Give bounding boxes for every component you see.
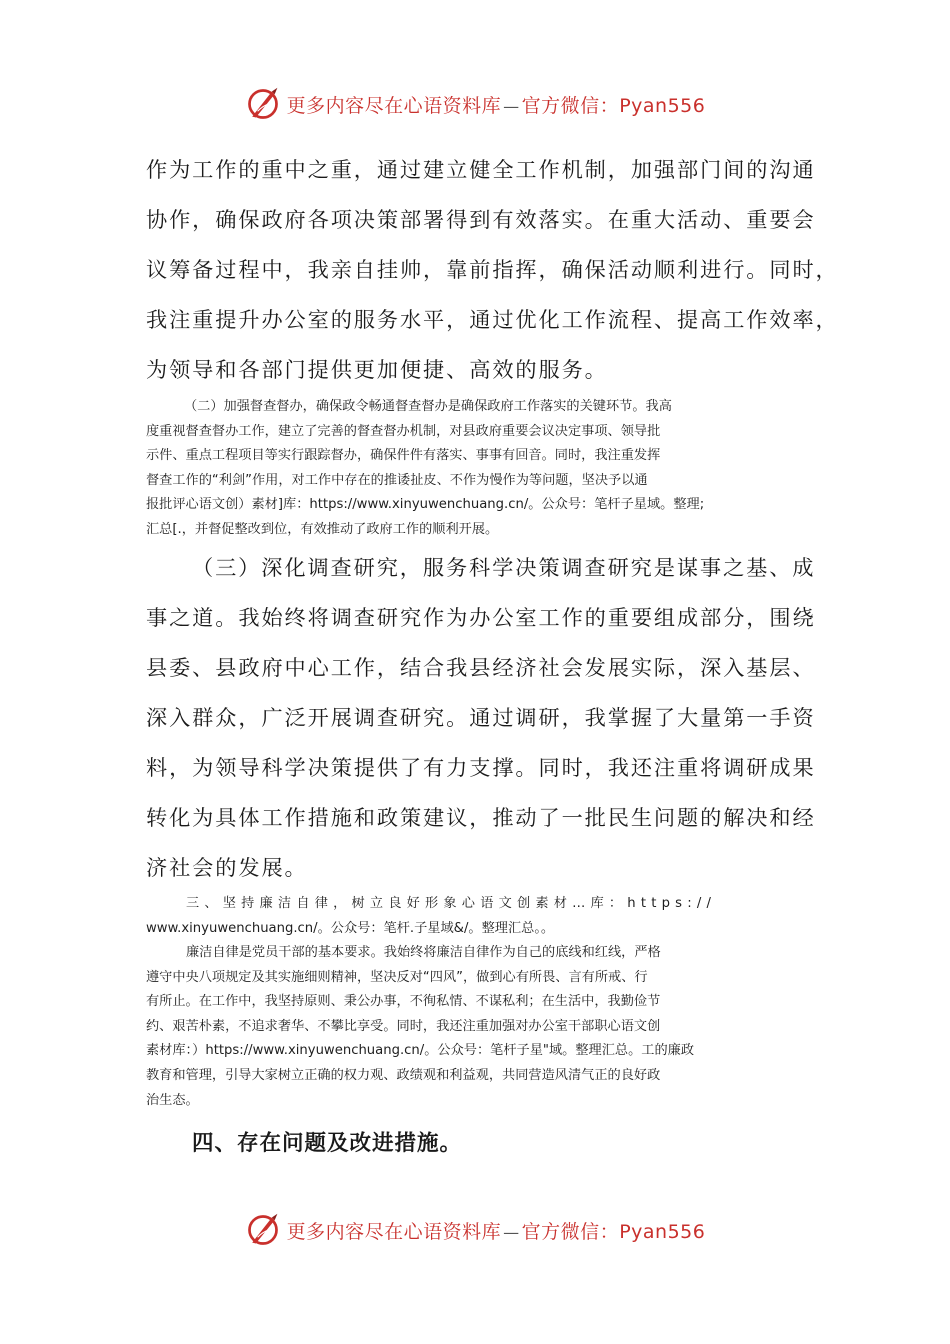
- watermark-wechat-id: Pyan556: [619, 94, 706, 117]
- text-line: 遵守中央八项规定及其实施细则精神，坚决反对“四风”，做到心有所畏、言有所戒、行: [146, 969, 648, 985]
- text-line: 督查工作的“利剑”作用，对工作中存在的推诿扯皮、不作为慢作为等问题，坚决予以通: [146, 472, 648, 488]
- watermark-tail-text: 官方微信：: [521, 1220, 620, 1243]
- watermark-main-text: 更多内容尽在心语资料库: [286, 94, 502, 117]
- text-line: 汇总[.，并督促整改到位，有效推动了政府工作的顺利开展。: [146, 521, 499, 537]
- text-line: 料，为领导科学决策提供了有力支撑。同时，我还注重将调研成果: [146, 755, 816, 780]
- text-line: （三）深化调查研究，服务科学决策调查研究是谋事之基、成: [192, 555, 816, 580]
- section-heading: 四、存在问题及改进措施。: [192, 1131, 463, 1156]
- watermark-wechat-id: Pyan556: [619, 1220, 706, 1243]
- text-line: 济社会的发展。: [146, 855, 308, 880]
- text-line: 事之道。我始终将调查研究作为办公室工作的重要组成部分，围绕: [146, 605, 816, 630]
- text-line: 议筹备过程中，我亲自挂帅，靠前指挥，确保活动顺利进行。同时，: [146, 257, 839, 282]
- quill-logo-icon: [245, 86, 281, 122]
- text-line: 度重视督查督办工作，建立了完善的督查督办机制，对县政府重要会议决定事项、领导批: [146, 423, 661, 439]
- text-line: （二）加强督查督办，确保政令畅通督查督办是确保政府工作落实的关键环节。我高: [184, 399, 672, 414]
- paragraph-work-focus: [146, 145, 839, 395]
- quill-logo-icon: [245, 1212, 281, 1248]
- text-line: 有所止。在工作中，我坚持原则、秉公办事，不徇私情、不谋私利；在生活中，我勤俭节: [146, 994, 661, 1010]
- watermark-dash: —: [503, 1222, 520, 1242]
- text-line: 转化为具体工作措施和政策建议，推动了一批民生问题的解决和经: [146, 805, 816, 830]
- text-line: 教育和管理，引导大家树立正确的权力观、政绩观和利益观，共同营造风清气正的良好政: [146, 1067, 661, 1083]
- watermark-main-text: 更多内容尽在心语资料库: [286, 1220, 502, 1243]
- text-line: 县委、县政府中心工作，结合我县经济社会发展实际，深入基层、: [146, 655, 816, 680]
- text-line: 素材库：）https://www.xinyuwenchuang.cn/。公众号：笔杆子星"域。整理汇总。工的廉政: [146, 1043, 695, 1059]
- section-integrity-title: [146, 892, 810, 941]
- text-line: 作为工作的重中之重，通过建立健全工作机制，加强部门间的沟通: [146, 157, 816, 182]
- text-line: 示件、重点工程项目等实行跟踪督办，确保件件有落实、事事有回音。同时，我注重发挥: [146, 448, 661, 464]
- text-line: 报批评心语文创）素材]库：https://www.xinyuwenchuang.cn/。公众号：笔杆子星域。整理;: [146, 497, 705, 513]
- text-line: 深入群众，广泛开展调查研究。通过调研，我掌握了大量第一手资: [146, 705, 816, 730]
- text-line: 廉洁自律是党员干部的基本要求。我始终将廉洁自律作为自己的底线和红线，严格: [186, 945, 661, 960]
- paragraph-supervision: [146, 395, 810, 543]
- text-line: www.xinyuwenchuang.cn/。公众号：笔杆.子星域&/。整理汇总。。: [146, 920, 555, 936]
- watermark-footer: [0, 1208, 950, 1252]
- text-line: 治生态。: [146, 1092, 199, 1108]
- section-heading-problems: [146, 1126, 810, 1157]
- text-line: 协作，确保政府各项决策部署得到有效落实。在重大活动、重要会: [146, 207, 816, 232]
- watermark-tail-text: 官方微信：: [521, 94, 620, 117]
- text-line: 约、艰苦朴素，不追求奢华、不攀比享受。同时，我还注重加强对办公室干部职心语文创: [146, 1018, 661, 1034]
- watermark-dash: —: [503, 96, 520, 116]
- watermark-header: [0, 82, 950, 126]
- paragraph-research: [146, 543, 816, 893]
- text-line: 我注重提升办公室的服务水平，通过优化工作流程、提高工作效率，: [146, 307, 839, 332]
- paragraph-integrity: [146, 941, 810, 1113]
- text-line: 三、坚持廉洁自律，树立良好形象心语文创素材…库：https://: [186, 896, 717, 911]
- text-line: 为领导和各部门提供更加便捷、高效的服务。: [146, 357, 608, 382]
